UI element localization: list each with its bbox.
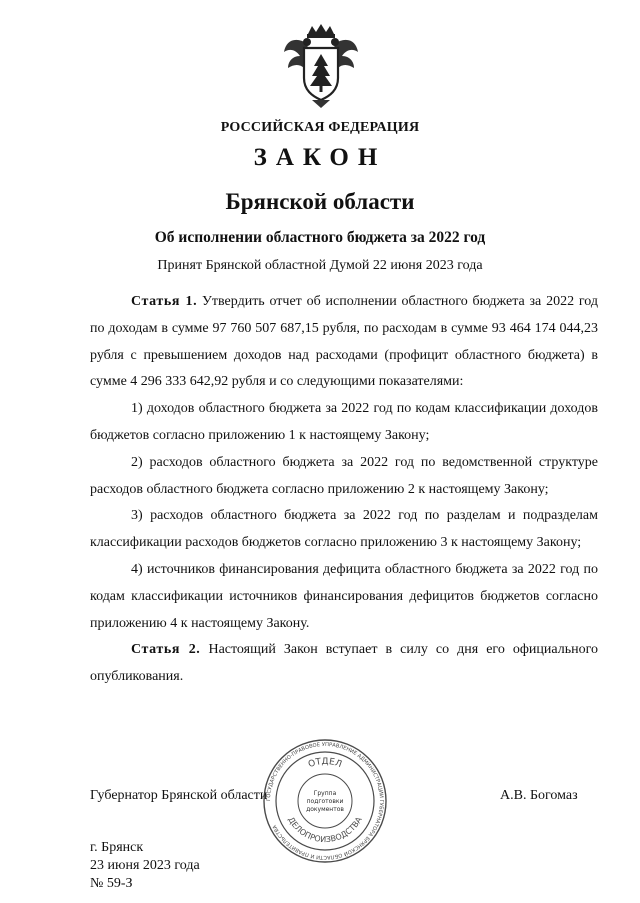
article-1-intro (90, 289, 598, 396)
footer-city: г. Брянск (90, 840, 144, 855)
article-1-text: Утвердить отчет об исполнении областного бюджета за 2022 год по доходам в сумме 97 760 507 687,15 рубля, по расходам в сумме 93 464 174 044,23 рубля с превышением доходов над расходами (профицит областного бюджета) в сумме 4 296 333 642,92 рубля и со следующими показателями: (90, 294, 598, 390)
stamp-center-line-3: документов (306, 806, 344, 813)
country-heading: РОССИЙСКАЯ ФЕДЕРАЦИЯ (220, 120, 420, 135)
document-type-heading: ЗАКОН (253, 144, 387, 171)
stamp-ring-bottom: ДЕЛОПРОИЗВОДСТВА (286, 815, 364, 845)
signatory-name: А.В. Богомаз (500, 788, 578, 803)
article-1-item-1: 1) доходов областного бюджета за 2022 год по кодам классификации доходов бюджетов согласно приложению 1 к настоящему Закону; (90, 401, 598, 443)
article-2 (90, 637, 598, 691)
article-1-item-3: 3) расходов областного бюджета за 2022 год по разделам и подразделам классификации расходов бюджетов согласно приложению 3 к настоящему Закону; (90, 508, 598, 551)
svg-text:ДЕЛОПРОИЗВОДСТВА (286, 815, 364, 844)
coat-of-arms-icon (282, 22, 360, 108)
stamp-outer-text: ГОСУДАРСТВЕННО-ПРАВОВОЕ УПРАВЛЕНИЕ АДМИНИСТРАЦИИ ГУБЕРНАТОРА БРЯНСКОЙ ОБЛАСТИ И ПРАВИТЕЛЬСТВА (265, 741, 385, 861)
law-body (90, 289, 598, 691)
signatory-position: Губернатор Брянской области (90, 788, 268, 803)
stamp-center-line-1: Группа (313, 790, 337, 797)
article-2-text: Настоящий Закон вступает в силу со дня его официального опубликования. (90, 642, 598, 685)
region-heading: Брянской области (225, 189, 415, 214)
stamp-ring-top: ОТДЕЛ (307, 756, 343, 771)
official-stamp (262, 738, 388, 864)
footer-number: № 59-З (90, 876, 133, 891)
article-2-label: Статья 2. (131, 642, 201, 658)
footer-date: 23 июня 2023 года (90, 858, 200, 873)
article-1-label: Статья 1. (131, 294, 198, 309)
article-1-item-2: 2) расходов областного бюджета за 2022 год по ведомственной структуре расходов областного бюджета согласно приложению 2 к настоящему Закону; (90, 454, 598, 497)
svg-text:ОТДЕЛ (307, 757, 343, 770)
stamp-center-line-2: подготовки (306, 798, 344, 805)
adoption-line: Принят Брянской областной Думой 22 июня 2023 года (157, 258, 483, 273)
law-subject-heading: Об исполнении областного бюджета за 2022 год (154, 229, 486, 246)
article-1-item-4: 4) источников финансирования дефицита областного бюджета за 2022 год по кодам классификации источников финансирования дефицитов бюджетов согласно приложению 4 к настоящему Закону. (90, 561, 598, 631)
